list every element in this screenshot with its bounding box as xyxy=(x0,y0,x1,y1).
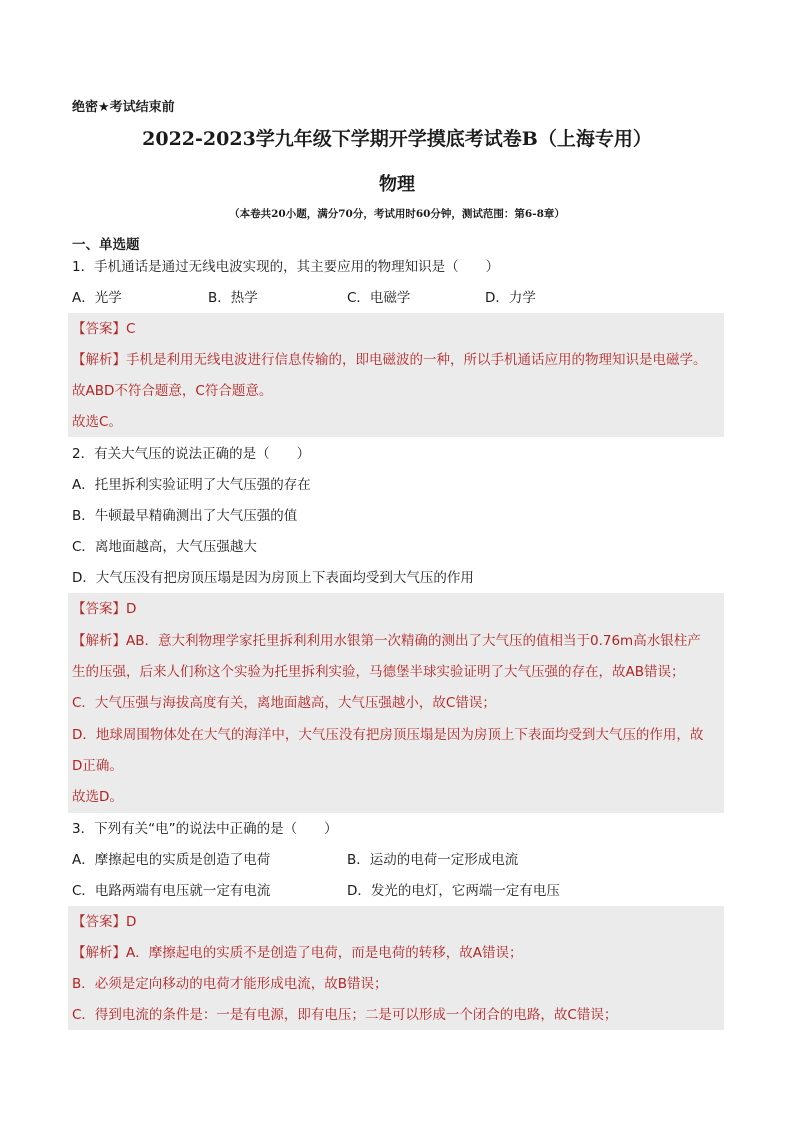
q1-option-a: A．光学 xyxy=(72,290,122,306)
q2-option-a: A．托里拆利实验证明了大气压强的存在 xyxy=(72,477,311,493)
q3-option-a: A．摩擦起电的实质是创造了电荷 xyxy=(72,852,271,868)
q2-option-b: B．牛顿最早精确测出了大气压强的值 xyxy=(72,508,298,524)
q3-analysis-line-3: C．得到电流的条件是：一是有电源，即有电压；二是可以形成一个闭合的电路，故C错误； xyxy=(72,1007,618,1023)
q1-stem: 1．手机通话是通过无线电波实现的，其主要应用的物理知识是（ ） xyxy=(72,259,500,275)
confidential-mark: 绝密★考试结束前 xyxy=(72,100,175,115)
q3-answer xyxy=(72,913,136,931)
q1-conclusion: 故选C。 xyxy=(72,414,122,430)
section-heading: 一、单选题 xyxy=(72,237,140,253)
answer-value: C xyxy=(126,321,136,337)
q1-answer-block xyxy=(68,313,724,437)
answer-label: 【答案】 xyxy=(72,601,126,617)
analysis-label: 【解析】 xyxy=(72,352,126,368)
q1-option-d: D．力学 xyxy=(485,290,536,306)
q2-conclusion: 故选D。 xyxy=(72,789,123,805)
answer-value: D xyxy=(126,914,137,930)
answer-value: D xyxy=(126,601,137,617)
subject-title: 物理 xyxy=(379,174,415,195)
analysis-label: 【解析】 xyxy=(72,945,126,961)
q3-option-c: C．电路两端有电压就一定有电流 xyxy=(72,883,271,899)
q3-analysis-line-1: 【解析】A．摩擦起电的实质不是创造了电荷，而是电荷的转移，故A错误； xyxy=(72,945,523,961)
q2-answer xyxy=(72,600,136,618)
q2-analysis-line-4: D．地球周围物体处在大气的海洋中，大气压没有把房顶压塌是因为房顶上下表面均受到大气压的作用，故 xyxy=(72,727,704,743)
answer-label: 【答案】 xyxy=(72,914,126,930)
analysis-label: 【解析】 xyxy=(72,633,126,649)
q3-option-d: D．发光的电灯，它两端一定有电压 xyxy=(347,883,560,899)
q1-analysis-line-1: 【解析】手机是利用无线电波进行信息传输的，即电磁波的一种，所以手机通话应用的物理知识是电磁学。 xyxy=(72,352,707,368)
q2-analysis-line-5: D正确。 xyxy=(72,758,123,774)
q2-option-c: C．离地面越高，大气压强越大 xyxy=(72,539,257,555)
q2-option-d: D．大气压没有把房顶压塌是因为房顶上下表面均受到大气压的作用 xyxy=(72,570,474,586)
q2-stem: 2．有关大气压的说法正确的是（ ） xyxy=(72,446,311,462)
answer-label: 【答案】 xyxy=(72,321,126,337)
exam-title: 2022-2023学九年级下学期开学摸底考试卷B（上海专用） xyxy=(142,128,652,150)
q3-stem: 3．下列有关“电”的说法中正确的是（ ） xyxy=(72,821,338,837)
q3-option-b: B．运动的电荷一定形成电流 xyxy=(347,852,519,868)
exam-note: （本卷共20小题，满分70分，考试用时60分钟，测试范围：第6-8章） xyxy=(229,208,565,220)
q1-option-b: B．热学 xyxy=(208,290,258,306)
q3-analysis-line-2: B．必须是定向移动的电荷才能形成电流，故B错误； xyxy=(72,976,388,992)
q2-analysis-line-3: C．大气压强与海拔高度有关，离地面越高，大气压强越小，故C错误； xyxy=(72,695,496,711)
q1-answer xyxy=(72,320,135,338)
q1-analysis-line-2: 故ABD不符合题意，C符合题意。 xyxy=(72,383,273,399)
q2-analysis-line-1: 【解析】AB．意大利物理学家托里拆利利用水银第一次精确的测出了大气压的值相当于0.76m高水银柱产 xyxy=(72,633,701,649)
q1-option-c: C．电磁学 xyxy=(347,290,411,306)
q2-analysis-line-2: 生的压强，后来人们称这个实验为托里拆利实验，马德堡半球实验证明了大气压强的存在，故AB错误； xyxy=(72,664,685,680)
